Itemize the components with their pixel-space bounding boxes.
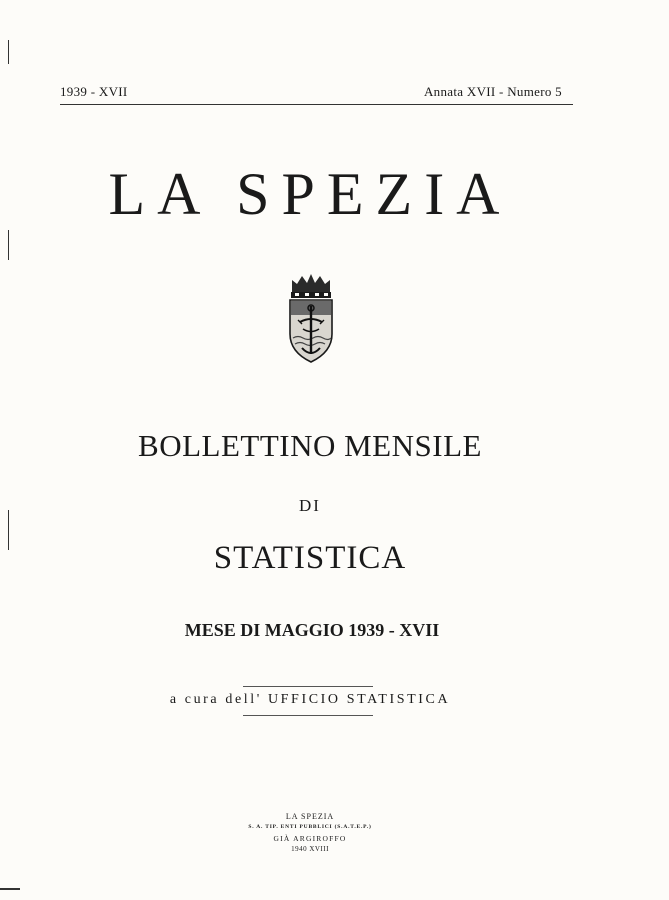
imprint-year: 1940 XVIII — [291, 845, 329, 853]
bulletin-subject: STATISTICA — [213, 540, 407, 576]
divider-bottom — [243, 715, 373, 716]
imprint-former-name: GIÀ ARGIROFFO — [273, 834, 347, 843]
scan-mark — [8, 40, 9, 64]
scan-mark — [0, 888, 20, 890]
scan-mark — [8, 230, 9, 260]
issue-month: MESE DI MAGGIO 1939 - XVII — [184, 620, 440, 640]
city-title: LA SPEZIA — [108, 161, 512, 227]
header-divider — [60, 104, 573, 105]
divider-top — [243, 686, 373, 687]
page-header — [60, 84, 562, 100]
title-connector: DI — [299, 496, 321, 515]
imprint-city: LA SPEZIA — [285, 812, 335, 821]
curator-line: a cura dell' UFFICIO STATISTICA — [169, 692, 451, 707]
city-coat-of-arms-icon — [286, 272, 336, 364]
header-year: 1939 - XVII — [60, 84, 128, 99]
imprint-printer: S. A. TIP. ENTI PUBBLICI (S.A.T.E.P.) — [248, 824, 372, 830]
header-issue: Annata XVII - Numero 5 — [423, 84, 562, 99]
scan-mark — [8, 510, 9, 550]
printer-imprint — [0, 811, 620, 855]
bulletin-title: BOLLETTINO MENSILE — [138, 428, 482, 463]
